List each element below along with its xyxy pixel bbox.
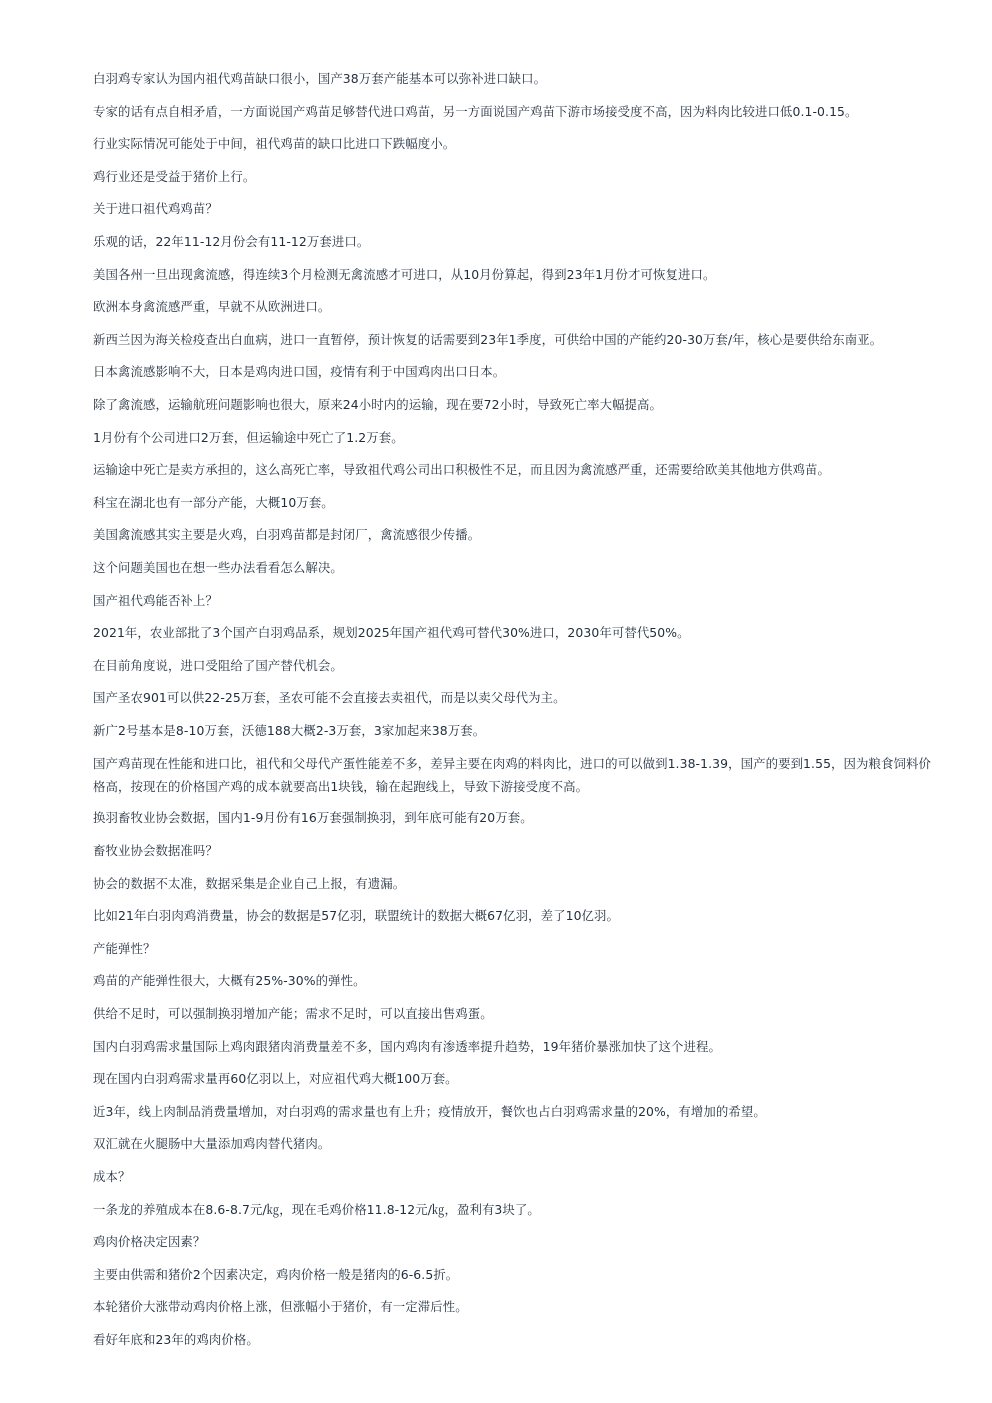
- paragraph-19: 在目前角度说，进口受阻给了国产替代机会。: [93, 657, 343, 673]
- paragraph-39: 看好年底和23年的鸡肉价格。: [93, 1331, 259, 1347]
- paragraph-22: 国产鸡苗现在性能和进口比，祖代和父母代产蛋性能差不多，差异主要在肉鸡的料肉比，进口的可以做到1.38-1.39，国产的要到1.55，因为粮食饲料价格高，按现在的价格国产鸡的成本就要高出1块钱，输在起跑线上，导致下游接受度不高。: [93, 756, 931, 795]
- paragraph-14: 科宝在湖北也有一部分产能，大概10万套。: [93, 494, 334, 510]
- paragraph-26: 比如21年白羽肉鸡消费量，协会的数据是57亿羽，联盟统计的数据大概67亿羽，差了10亿羽。: [93, 908, 620, 924]
- paragraph-1: 白羽鸡专家认为国内祖代鸡苗缺口很小，国产38万套产能基本可以弥补进口缺口。: [93, 71, 547, 86]
- paragraph-15: 美国禽流感其实主要是火鸡，白羽鸡苗都是封闭厂，禽流感很少传播。: [93, 527, 481, 543]
- paragraph-9: 新西兰因为海关检疫查出白血病，进口一直暂停，预计恢复的话需要到23年1季度，可供给中国的产能约20-30万套/年，核心是要供给东南亚。: [93, 331, 883, 347]
- paragraph-6: 乐观的话，22年11-12月份会有11-12万套进口。: [93, 233, 370, 249]
- paragraph-11: 除了禽流感，运输航班问题影响也很大，原来24小时内的运输，现在要72小时，导致死亡率大幅提高。: [93, 396, 663, 412]
- paragraph-32: 近3年，线上肉制品消费量增加，对白羽鸡的需求量也有上升；疫情放开，餐饮也占白羽鸡需求量的20%，有增加的希望。: [93, 1103, 766, 1119]
- paragraph-3: 行业实际情况可能处于中间，祖代鸡苗的缺口比进口下跌幅度小。: [93, 136, 456, 152]
- question-heading-price: 鸡肉价格决定因素？: [93, 1234, 206, 1250]
- paragraph-7: 美国各州一旦出现禽流感，得连续3个月检测无禽流感才可进口，从10月份算起，得到23年1月份才可恢复进口。: [93, 266, 716, 282]
- question-heading-domestic: 国产祖代鸡能否补上？: [93, 592, 218, 608]
- paragraph-8: 欧洲本身禽流感严重，早就不从欧洲进口。: [93, 299, 331, 315]
- paragraph-2: 专家的话有点自相矛盾，一方面说国产鸡苗足够替代进口鸡苗，另一方面说国产鸡苗下游市场接受度不高，因为料肉比较进口低0.1-0.15。: [93, 103, 858, 119]
- paragraph-18: 2021年，农业部批了3个国产白羽鸡品系，规划2025年国产祖代鸡可替代30%进口，2030年可替代50%。: [93, 625, 690, 641]
- paragraph-20: 国产圣农901可以供22-25万套，圣农可能不会直接去卖祖代，而是以卖父母代为主。: [93, 690, 566, 706]
- paragraph-35: 一条龙的养殖成本在8.6-8.7元/㎏，现在毛鸡价格11.8-12元/㎏，盈利有3块了。: [93, 1201, 540, 1217]
- paragraph-29: 供给不足时，可以强制换羽增加产能；需求不足时，可以直接出售鸡蛋。: [93, 1006, 493, 1022]
- paragraph-12: 1月份有个公司进口2万套，但运输途中死亡了1.2万套。: [93, 429, 404, 445]
- paragraph-13: 运输途中死亡是卖方承担的，这么高死亡率，导致祖代鸡公司出口积极性不足，而且因为禽流感严重，还需要给欧美其他地方供鸡苗。: [93, 462, 830, 478]
- paragraph-38: 本轮猪价大涨带动鸡肉价格上涨，但涨幅小于猪价，有一定滞后性。: [93, 1299, 468, 1315]
- paragraph-33: 双汇就在火腿肠中大量添加鸡肉替代猪肉。: [93, 1136, 331, 1152]
- question-heading-data: 畜牧业协会数据准吗？: [93, 843, 218, 859]
- paragraph-4: 鸡行业还是受益于猪价上行。: [93, 168, 256, 184]
- question-heading-import: 关于进口祖代鸡鸡苗？: [93, 201, 218, 217]
- document-body: [93, 70, 938, 1364]
- paragraph-28: 鸡苗的产能弹性很大，大概有25%-30%的弹性。: [93, 973, 366, 989]
- paragraph-30: 国内白羽鸡需求量国际上鸡肉跟猪肉消费量差不多，国内鸡肉有渗透率提升趋势，19年猪价暴涨加快了这个进程。: [93, 1038, 722, 1054]
- paragraph-37: 主要由供需和猪价2个因素决定，鸡肉价格一般是猪肉的6-6.5折。: [93, 1266, 459, 1282]
- paragraph-31: 现在国内白羽鸡需求量再60亿羽以上，对应祖代鸡大概100万套。: [93, 1071, 458, 1087]
- paragraph-10: 日本禽流感影响不大，日本是鸡肉进口国，疫情有利于中国鸡肉出口日本。: [93, 364, 506, 380]
- paragraph-21: 新广2号基本是8-10万套，沃德188大概2-3万套，3家加起来38万套。: [93, 722, 486, 738]
- question-heading-capacity: 产能弹性？: [93, 940, 156, 956]
- question-heading-cost: 成本？: [93, 1169, 131, 1184]
- paragraph-25: 协会的数据不太准，数据采集是企业自己上报，有遗漏。: [93, 875, 406, 891]
- paragraph-23: 换羽畜牧业协会数据，国内1-9月份有16万套强制换羽，到年底可能有20万套。: [93, 810, 533, 826]
- paragraph-16: 这个问题美国也在想一些办法看看怎么解决。: [93, 559, 343, 575]
